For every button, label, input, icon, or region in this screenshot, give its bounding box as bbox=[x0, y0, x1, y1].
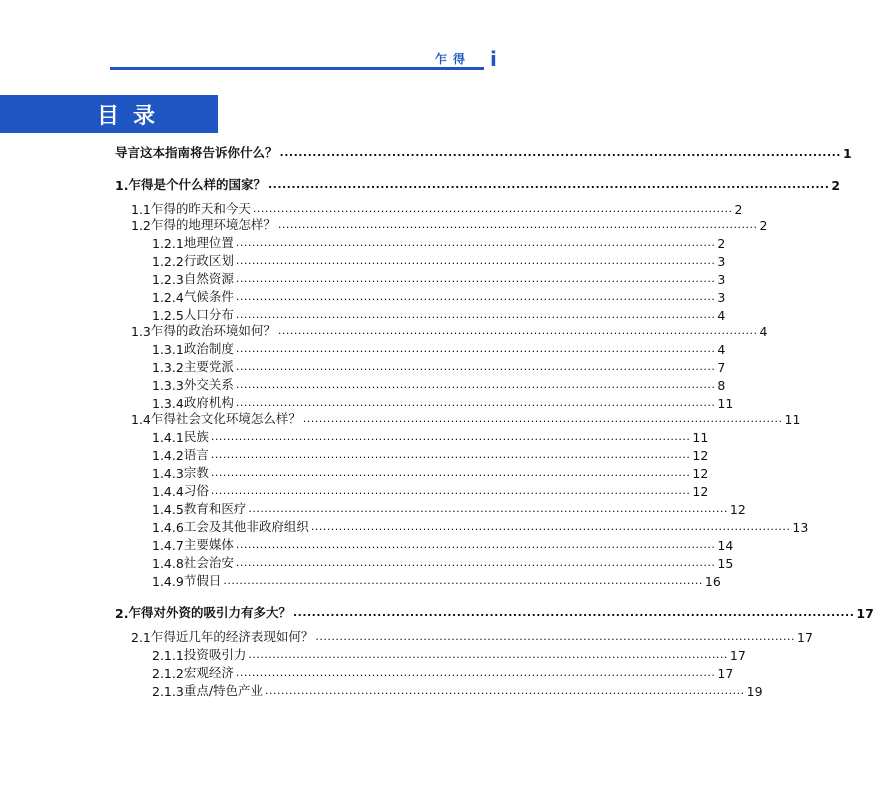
toc-entry-page: 3 bbox=[717, 254, 726, 269]
toc-entry[interactable] bbox=[152, 288, 726, 305]
dot-leader: ........................................................................................................................ bbox=[277, 218, 758, 231]
toc-entry-page: 12 bbox=[692, 466, 709, 481]
toc-entry-page: 4 bbox=[759, 324, 768, 339]
toc-entry-title: 政治制度 bbox=[183, 341, 234, 356]
toc-entry-title: 自然资源 bbox=[183, 271, 234, 286]
toc-entry-number: 1.4.6 bbox=[152, 520, 184, 535]
toc-entry-title: 主要媒体 bbox=[183, 537, 234, 552]
dot-leader: ........................................................................................................................ bbox=[248, 502, 728, 515]
toc-entry-page: 4 bbox=[717, 342, 726, 357]
toc-entry-number: 1.4.9 bbox=[152, 574, 184, 589]
toc-entry[interactable] bbox=[152, 482, 709, 499]
toc-heading-band bbox=[0, 95, 218, 133]
dot-leader: ........................................................................................................................ bbox=[210, 484, 691, 497]
toc-entry-number: 1.4.4 bbox=[152, 484, 184, 499]
toc-entry-number: 1.3.2 bbox=[152, 360, 184, 375]
toc-entry-page: 17 bbox=[717, 666, 734, 681]
toc-entry-title: 主要党派 bbox=[183, 359, 234, 374]
toc-entry-page: 12 bbox=[729, 502, 746, 517]
toc-entry-number: 2.1.3 bbox=[152, 684, 184, 699]
toc-entry-title: 地理位置 bbox=[183, 235, 234, 250]
header-rule bbox=[110, 67, 484, 70]
toc-entry[interactable] bbox=[131, 216, 768, 233]
toc-entry[interactable] bbox=[152, 518, 809, 535]
toc-entry[interactable] bbox=[115, 176, 841, 193]
toc-entry-number: 1.3.3 bbox=[152, 378, 184, 393]
toc-entry-page: 17 bbox=[797, 630, 813, 645]
toc-entry-number: 2.1.2 bbox=[152, 666, 184, 681]
toc-entry-page: 14 bbox=[717, 538, 734, 553]
dot-leader: ........................................................................................................................ bbox=[210, 448, 691, 461]
running-header-title: 乍得 bbox=[435, 52, 472, 66]
toc-entry-page: 12 bbox=[692, 484, 709, 499]
toc-entry-title: 重点/特色产业 bbox=[183, 683, 264, 698]
toc-entry-title: 行政区划 bbox=[183, 253, 234, 268]
toc-entry-page: 3 bbox=[717, 272, 726, 287]
toc-entry-title: 乍得的政治环境如何？ bbox=[150, 323, 276, 338]
running-header-page-number: i bbox=[490, 47, 497, 71]
toc-entry-title: 社会治安 bbox=[183, 555, 234, 570]
toc-entry[interactable] bbox=[131, 628, 813, 645]
toc-entry-number: 1. bbox=[115, 178, 129, 193]
dot-leader: ........................................................................................................................ bbox=[279, 146, 841, 159]
toc-entry-title: 乍得对外资的吸引力有多大？ bbox=[128, 605, 291, 620]
toc-entry-number: 导言 bbox=[115, 145, 141, 160]
toc-entry[interactable] bbox=[152, 270, 726, 287]
toc-entry-title: 这本指南将告诉你什么？ bbox=[140, 145, 278, 160]
toc-entry-title: 节假日 bbox=[183, 573, 222, 588]
toc-entry[interactable] bbox=[152, 428, 709, 445]
toc-entry-title: 乍得近几年的经济表现如何？ bbox=[150, 629, 314, 644]
toc-entry-number: 1.1 bbox=[131, 202, 151, 217]
toc-entry-page: 2 bbox=[759, 218, 768, 233]
toc-entry-page: 16 bbox=[704, 574, 721, 589]
toc-entry[interactable] bbox=[152, 340, 726, 357]
toc-entry-number: 1.4.8 bbox=[152, 556, 184, 571]
toc-entry-number: 2.1 bbox=[131, 630, 151, 645]
toc-entry-number: 1.2 bbox=[131, 218, 151, 233]
toc-entry[interactable] bbox=[115, 144, 852, 161]
toc-entry-page: 3 bbox=[717, 290, 726, 305]
toc-entry[interactable] bbox=[152, 554, 734, 571]
dot-leader: ........................................................................................................................ bbox=[235, 378, 716, 391]
toc-entry-page: 17 bbox=[729, 648, 746, 663]
dot-leader: ........................................................................................................................ bbox=[235, 666, 716, 679]
toc-entry-number: 1.4.1 bbox=[152, 430, 184, 445]
dot-leader: ........................................................................................................................ bbox=[235, 272, 716, 285]
dot-leader: ........................................................................................................................ bbox=[292, 606, 855, 619]
toc-entry-page: 17 bbox=[856, 606, 874, 621]
toc-entry-title: 教育和医疗 bbox=[183, 501, 247, 516]
toc-entry-number: 2.1.1 bbox=[152, 648, 184, 663]
toc-entry-number: 2. bbox=[115, 606, 129, 621]
dot-leader: ........................................................................................................................ bbox=[210, 466, 691, 479]
toc-entry-number: 1.2.5 bbox=[152, 308, 184, 323]
toc-entry[interactable] bbox=[152, 446, 709, 463]
dot-leader: ........................................................................................................................ bbox=[235, 290, 716, 303]
dot-leader: ........................................................................................................................ bbox=[267, 178, 830, 191]
toc-entry[interactable] bbox=[131, 322, 768, 339]
toc-entry-number: 1.2.2 bbox=[152, 254, 184, 269]
toc-entry-title: 宗教 bbox=[183, 465, 209, 480]
toc-entry-number: 1.4.2 bbox=[152, 448, 184, 463]
toc-entry-page: 4 bbox=[717, 308, 726, 323]
toc-entry[interactable] bbox=[152, 536, 734, 553]
toc-entry-page: 19 bbox=[746, 684, 763, 699]
toc-entry-title: 习俗 bbox=[183, 483, 209, 498]
toc-entry[interactable] bbox=[152, 572, 721, 589]
toc-entry-title: 宏观经济 bbox=[183, 665, 234, 680]
toc-entry-number: 1.4.5 bbox=[152, 502, 184, 517]
toc-entry-number: 1.3 bbox=[131, 324, 151, 339]
toc-entry-page: 1 bbox=[842, 146, 852, 161]
dot-leader: ........................................................................................................................ bbox=[315, 630, 795, 643]
dot-leader: ........................................................................................................................ bbox=[235, 254, 716, 267]
toc-entry-page: 2 bbox=[734, 202, 743, 217]
toc-entry-title: 投资吸引力 bbox=[183, 647, 247, 662]
dot-leader: ........................................................................................................................ bbox=[252, 202, 733, 215]
toc-entry-title: 乍得社会文化环境怎么样？ bbox=[150, 411, 301, 426]
toc-entry-number: 1.2.3 bbox=[152, 272, 184, 287]
toc-entry[interactable] bbox=[152, 376, 726, 393]
dot-leader: ........................................................................................................................ bbox=[235, 396, 716, 409]
toc-entry[interactable] bbox=[152, 358, 726, 375]
toc-entry-title: 气候条件 bbox=[183, 289, 234, 304]
toc-entry-number: 1.3.4 bbox=[152, 396, 184, 411]
toc-entry-page: 12 bbox=[692, 448, 709, 463]
toc-entry[interactable] bbox=[152, 646, 746, 663]
dot-leader: ........................................................................................................................ bbox=[277, 324, 758, 337]
toc-entry[interactable] bbox=[152, 252, 726, 269]
toc-entry[interactable] bbox=[152, 664, 734, 681]
dot-leader: ........................................................................................................................ bbox=[210, 430, 691, 443]
toc-entry-page: 13 bbox=[792, 520, 809, 535]
toc-entry-page: 11 bbox=[784, 412, 801, 427]
dot-leader: ........................................................................................................................ bbox=[235, 342, 716, 355]
toc-entry-title: 政府机构 bbox=[183, 395, 234, 410]
toc-entry-title: 人口分布 bbox=[183, 307, 234, 322]
dot-leader: ........................................................................................................................ bbox=[235, 556, 716, 569]
dot-leader: ........................................................................................................................ bbox=[235, 360, 716, 373]
toc-heading: 目录 bbox=[97, 104, 170, 129]
toc-entry-number: 1.2.1 bbox=[152, 236, 184, 251]
dot-leader: ........................................................................................................................ bbox=[265, 684, 745, 697]
toc-entry-title: 语言 bbox=[183, 447, 209, 462]
dot-leader: ........................................................................................................................ bbox=[302, 412, 783, 425]
toc-entry-page: 2 bbox=[831, 178, 841, 193]
toc-entry[interactable] bbox=[152, 234, 726, 251]
toc-entry-title: 工会及其他非政府组织 bbox=[183, 519, 309, 534]
toc-entry-title: 民族 bbox=[183, 429, 209, 444]
toc-entry-number: 1.3.1 bbox=[152, 342, 184, 357]
toc-entry-page: 11 bbox=[692, 430, 709, 445]
toc-entry-page: 15 bbox=[717, 556, 734, 571]
toc-entry-title: 外交关系 bbox=[183, 377, 234, 392]
toc-entry-title: 乍得的昨天和今天 bbox=[150, 201, 251, 216]
toc-entry-number: 1.4.7 bbox=[152, 538, 184, 553]
toc-entry-number: 1.2.4 bbox=[152, 290, 184, 305]
toc-entry[interactable] bbox=[152, 682, 763, 699]
dot-leader: ........................................................................................................................ bbox=[235, 308, 716, 321]
dot-leader: ........................................................................................................................ bbox=[223, 574, 703, 587]
toc-entry[interactable] bbox=[152, 464, 709, 481]
dot-leader: ........................................................................................................................ bbox=[235, 236, 716, 249]
toc-entry[interactable] bbox=[115, 604, 874, 621]
dot-leader: ........................................................................................................................ bbox=[235, 538, 716, 551]
toc-entry-page: 8 bbox=[717, 378, 726, 393]
toc-entry[interactable] bbox=[152, 500, 746, 517]
dot-leader: ........................................................................................................................ bbox=[248, 648, 728, 661]
toc-entry[interactable] bbox=[131, 410, 801, 427]
toc-entry-title: 乍得的地理环境怎样？ bbox=[150, 217, 276, 232]
toc-entry-number: 1.4.3 bbox=[152, 466, 184, 481]
dot-leader: ........................................................................................................................ bbox=[310, 520, 791, 533]
toc-entry-number: 1.4 bbox=[131, 412, 151, 427]
toc-entry-title: 乍得是个什么样的国家？ bbox=[128, 177, 266, 192]
toc-entry-page: 2 bbox=[717, 236, 726, 251]
toc-entry-page: 7 bbox=[717, 360, 726, 375]
toc-entry-page: 11 bbox=[717, 396, 734, 411]
